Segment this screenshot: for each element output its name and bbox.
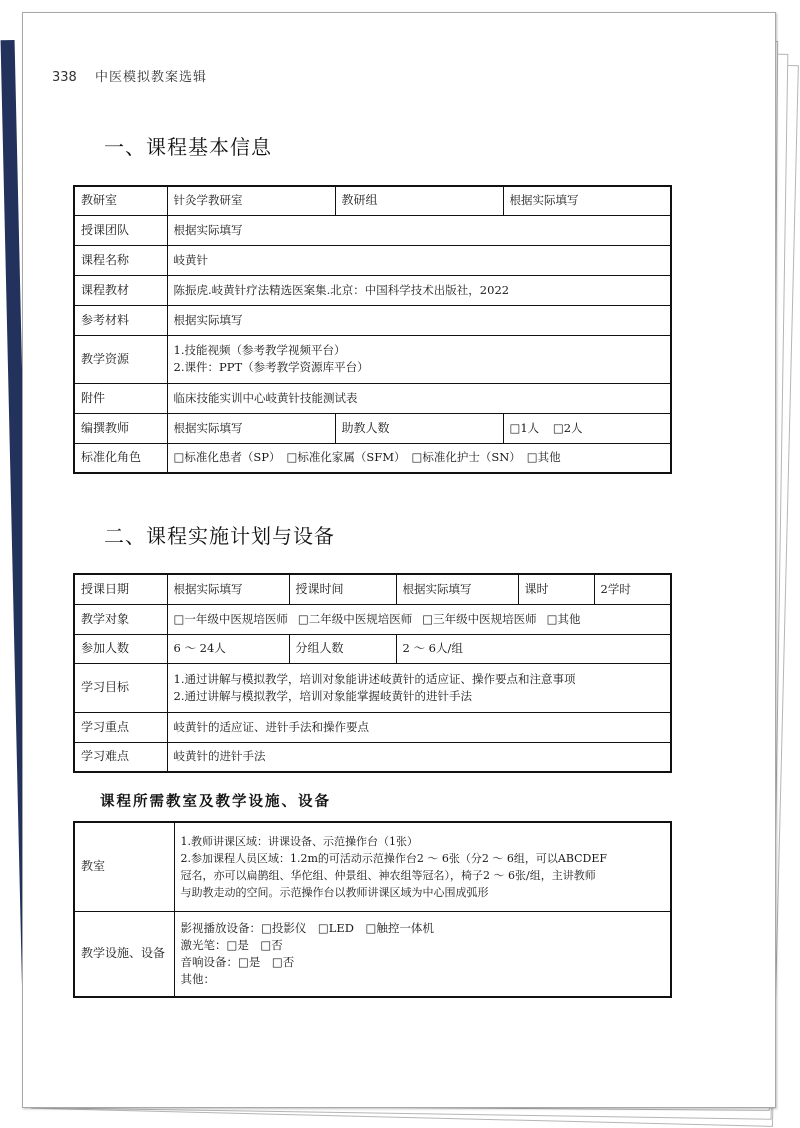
implementation-table [73, 573, 672, 773]
table-row [74, 383, 671, 413]
cell-value: 根据实际填写 [167, 215, 671, 245]
cell-label: 课程教材 [74, 275, 167, 305]
basic-info-table [73, 185, 672, 474]
cell-label: 附件 [74, 383, 167, 413]
cell-value: 2 ～ 6人/组 [396, 634, 671, 663]
cell-label: 学习重点 [74, 712, 167, 742]
role-option-other[interactable]: □其他 [526, 450, 561, 465]
table-row [74, 215, 671, 245]
cell-value: 岐黄针的适应证、进针手法和操作要点 [167, 712, 671, 742]
cell-value: 陈振虎.岐黄针疗法精选医案集.北京：中国科学技术出版社，2022 [167, 275, 671, 305]
role-option-sfm[interactable]: □标准化家属（SFM） [286, 450, 406, 465]
cell-value [174, 822, 671, 911]
section-title-implementation: 二、课程实施计划与设备 [104, 524, 335, 548]
table-row [74, 604, 671, 634]
cell-label: 课程名称 [74, 245, 167, 275]
text-line: 音响设备：□是 □否 [180, 954, 295, 969]
cell-label: 学习难点 [74, 742, 167, 772]
cell-options [167, 604, 671, 634]
cell-options [503, 413, 671, 443]
text-line: 其他： [180, 971, 215, 986]
cell-label: 参考材料 [74, 305, 167, 335]
text-line: 2.通过讲解与模拟教学，培训对象能掌握岐黄针的进针手法 [173, 688, 472, 703]
table-row [74, 822, 671, 911]
cell-label: 助教人数 [335, 413, 503, 443]
target-option-year1[interactable]: □一年级中医规培医师 [173, 611, 288, 626]
cell-label: 教室 [74, 822, 174, 911]
table-row [74, 335, 671, 383]
cell-value: 2学时 [594, 574, 671, 604]
text-line: 1.通过讲解与模拟教学，培训对象能讲述岐黄针的适应证、操作要点和注意事项 [173, 671, 576, 686]
page-header [52, 66, 207, 85]
page-number: 338 [52, 70, 77, 85]
table-row [74, 712, 671, 742]
table-row [74, 742, 671, 772]
target-option-year2[interactable]: □二年级中医规培医师 [297, 611, 413, 626]
cell-label: 教研组 [335, 186, 503, 215]
text-line: 影视播放设备：□投影仪 □LED □触控一体机 [180, 920, 434, 935]
cell-value: 根据实际填写 [167, 574, 289, 604]
cell-label: 教研室 [74, 186, 167, 215]
table-row [74, 663, 671, 712]
role-option-sp[interactable]: □标准化患者（SP） [173, 450, 281, 465]
cell-value: 针灸学教研室 [167, 186, 335, 215]
cell-value [174, 911, 671, 997]
cell-label: 编撰教师 [74, 413, 167, 443]
cell-label: 教学对象 [74, 604, 167, 634]
text-line: 2.参加课程人员区域：1.2m的可活动示范操作台2 ～ 6张（分2 ～ 6组，可以ABCDEF [180, 851, 608, 865]
cell-label: 课时 [518, 574, 594, 604]
cell-label: 分组人数 [289, 634, 396, 663]
book-title: 中医模拟教案选辑 [94, 70, 207, 85]
text-line: 1.技能视频（参考教学视频平台） [173, 343, 346, 357]
text-line: 2.课件：PPT（参考教学资源库平台） [173, 360, 369, 374]
table-row [74, 186, 671, 215]
cell-value: 临床技能实训中心岐黄针技能测试表 [167, 383, 671, 413]
cell-options [167, 443, 671, 473]
cell-value: 根据实际填写 [396, 574, 518, 604]
cell-value [167, 335, 671, 383]
cell-label: 授课时间 [289, 574, 396, 604]
text-line: 激光笔：□是 □否 [180, 937, 283, 952]
cell-label: 教学设施、设备 [74, 911, 174, 997]
cell-label: 标准化角色 [74, 443, 167, 473]
table-row [74, 305, 671, 335]
subsection-title-classroom: 课程所需教室及教学设施、设备 [100, 794, 331, 810]
table-row [74, 574, 671, 604]
role-option-sn[interactable]: □标准化护士（SN） [411, 450, 521, 465]
cell-value [167, 663, 671, 712]
text-line: 与助教走动的空间。示范操作台以教师讲课区域为中心围成弧形 [180, 885, 489, 899]
cell-value: 岐黄针的进针手法 [167, 742, 671, 772]
cell-label: 学习目标 [74, 663, 167, 712]
cell-value: 根据实际填写 [167, 413, 335, 443]
table-row [74, 413, 671, 443]
cell-value: 根据实际填写 [503, 186, 671, 215]
cell-value: 根据实际填写 [167, 305, 671, 335]
cell-value: 6 ～ 24人 [167, 634, 289, 663]
table-row [74, 443, 671, 473]
cell-label: 授课团队 [74, 215, 167, 245]
cell-label: 教学资源 [74, 335, 167, 383]
table-row [74, 245, 671, 275]
table-row [74, 634, 671, 663]
cell-label: 授课日期 [74, 574, 167, 604]
text-line: 1.教师讲课区域：讲课设备、示范操作台（1张） [180, 834, 418, 848]
cell-value: 岐黄针 [167, 245, 671, 275]
text-line: 冠名，亦可以扁鹊组、华佗组、仲景组、神农组等冠名），椅子2 ～ 6张/组，主讲教师 [180, 868, 596, 882]
section-title-basic-info: 一、课程基本信息 [104, 135, 272, 159]
assistant-option-2[interactable]: □2人 [552, 420, 583, 435]
table-row [74, 911, 671, 997]
target-option-year3[interactable]: □三年级中医规培医师 [422, 611, 537, 626]
target-option-other[interactable]: □其他 [546, 611, 581, 626]
assistant-option-1[interactable]: □1人 [509, 420, 540, 435]
table-row [74, 275, 671, 305]
classroom-table [73, 821, 672, 998]
cell-label: 参加人数 [74, 634, 167, 663]
